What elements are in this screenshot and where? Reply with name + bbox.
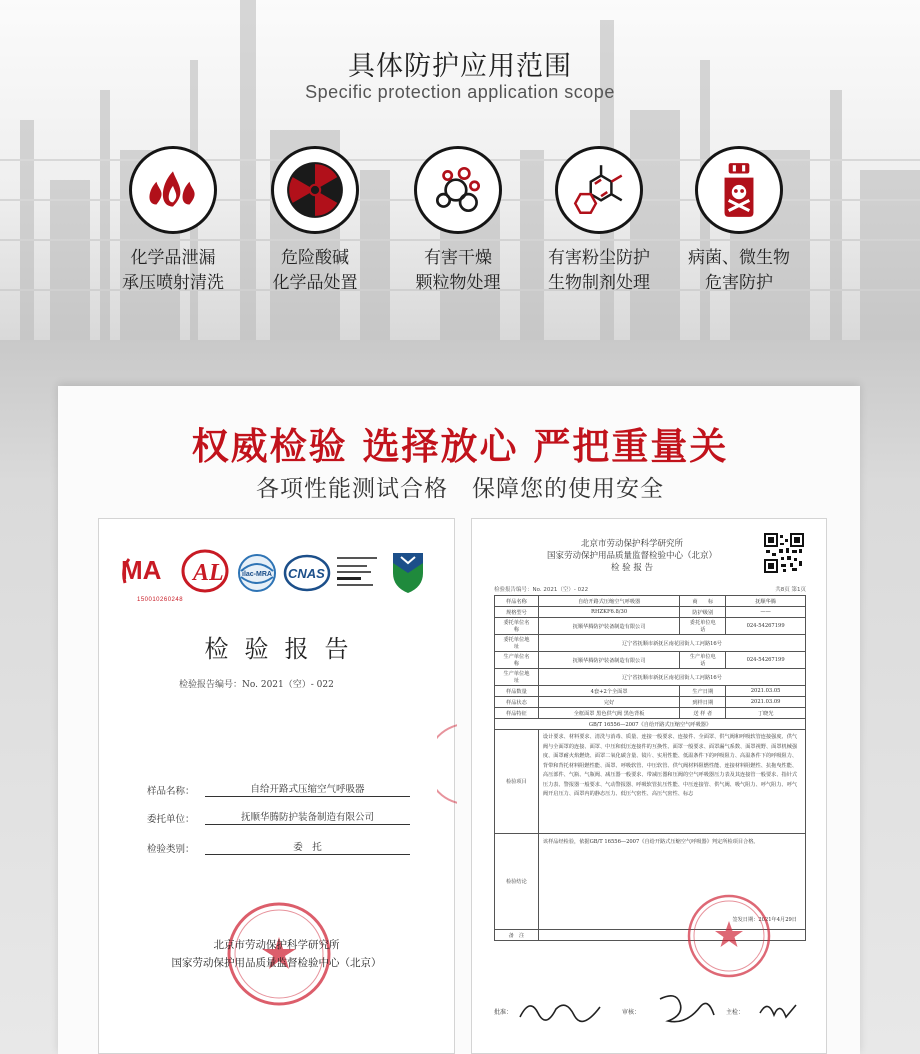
field-key: 样品名称： <box>147 786 195 797</box>
application-scope-section <box>0 0 920 340</box>
shield-logo-icon <box>391 549 425 593</box>
svg-text:CNAS: CNAS <box>288 566 325 581</box>
cal-logo-icon <box>179 549 231 597</box>
detail-meta <box>494 585 806 593</box>
official-seal-icon <box>224 899 334 1009</box>
category-dust-bio <box>524 146 674 296</box>
signature-area <box>494 989 806 1039</box>
category-label: 有害粉尘防护 生物制剂处理 <box>548 248 650 293</box>
approver-signature-icon <box>516 993 606 1027</box>
category-bacteria <box>664 146 814 296</box>
inspector-label: 主检： <box>726 1009 745 1016</box>
flame-drops-icon <box>129 146 217 234</box>
field-client <box>147 809 407 827</box>
category-label: 危险酸碱 化学品处置 <box>272 248 358 293</box>
svg-text:AL: AL <box>193 560 224 586</box>
field-value: 委 托 <box>205 839 410 855</box>
table-row: GB/T 16556—2007《自给开路式压缩空气呼吸器》 <box>495 719 806 730</box>
category-acid-alkali <box>240 146 390 296</box>
inspection-section <box>0 340 920 1054</box>
field-category <box>147 839 407 857</box>
issue-date: 签发日期：2021年4月29日 <box>732 917 797 923</box>
table-row: 生产单位地 址 辽宁省抚顺市新抚区南花园街人工河路16号 <box>495 669 806 686</box>
ilac-logo-icon <box>235 553 279 593</box>
category-label: 化学品泄漏 承压喷射清洗 <box>122 248 224 293</box>
table-row: 委托单位名 称 抚顺华腾防护装备制造有限公司 委托单位电 话 024-54267199 <box>495 618 806 635</box>
inspection-subline: 各项性能测试合格 保障您的使用安全 <box>256 476 664 502</box>
table-row: 检验项目 设计要求、材料要求、清洗与消毒、质量、连接一般要求、连接件、全面罩、供气阀和呼吸软管连接强度、供气阀与全面罩的连接、面罩、中压和低压连接件的互换性、面罩一般要求、面罩漏气系数、面罩视野、面罩机械强度、面罩耐火焰燃烧、面罩二氧化碳含量、镜片、实用性能、低温条件下的呼吸阻力、高温条件下的呼吸阻力、背带和背托材料阻燃性能、面罩、呼吸软管、中压软管、供气阀材料阻燃性能、连接材料阻燃性、抗拖曳性能、高压部件、气瓶、气瓶阀、减压器一般要求、带减压器和压阀的空气呼吸器压力表及其连接管一般要求、指针式压力表、警报器一般要求、气动警报器、呼吸软管抗压性能、中压连接管、供气阀、吸气阻力、呼气阻力、呼气阀开启压力、面罩内的静态压力、低压气密性、高压气密性、标志 <box>495 730 806 834</box>
approver-label: 批准： <box>494 1009 513 1016</box>
detail-seal-icon <box>684 891 774 981</box>
scope-subtitle: Specific protection application scope <box>305 82 615 102</box>
radiation-icon <box>271 146 359 234</box>
reviewer-label: 审核： <box>622 1009 641 1016</box>
report-cover-title: 检验报告 <box>204 635 365 663</box>
cover-org-center: 国家劳动保护用品质量监督检验中心（北京） <box>171 957 382 969</box>
scope-title: 具体防护应用范围 <box>348 51 572 82</box>
detail-header-center: 国家劳动保护用品质量监督检验中心（北京） <box>546 551 717 561</box>
field-sample-name <box>147 781 407 799</box>
table-row: 生产单位名 称 抚顺华腾防护装备制造有限公司 生产单位电 话 024-54267199 <box>495 652 806 669</box>
qr-code-icon <box>764 533 804 573</box>
field-key: 检验类别： <box>147 844 195 855</box>
report-detail-document <box>471 518 827 1054</box>
certification-logos <box>119 549 439 603</box>
molecule-icon <box>555 146 643 234</box>
cnas-logo-icon <box>283 553 331 593</box>
testing-mark-icon <box>337 551 381 595</box>
table-row: 检验结论 该样品经检验，依据GB/T 16556—2007《自给开路式压缩空气呼吸器》判定所检项目合格。 签发日期：2021年4月29日 <box>495 834 806 930</box>
category-label: 病菌、微生物 危害防护 <box>688 248 790 293</box>
report-cover-number: 检验报告编号：No. 2021（空）- 022 <box>179 680 334 690</box>
table-row: 委托单位地 址 辽宁省抚顺市新抚区南花园街人工河路16号 <box>495 635 806 652</box>
svg-text:MA: MA <box>121 555 162 585</box>
category-dry-particles <box>383 146 533 296</box>
reviewer-signature-icon <box>656 989 720 1029</box>
field-value: 自给开路式压缩空气呼吸器 <box>205 781 410 797</box>
detail-page-number: 共8页 第1页 <box>775 587 806 593</box>
field-value: 抚顺华腾防护装备制造有限公司 <box>205 809 410 825</box>
table-row: 备 注 <box>495 930 806 941</box>
category-label: 有害干燥 颗粒物处理 <box>415 248 501 293</box>
detail-header-institute: 北京市劳动保护科学研究所 <box>580 539 683 549</box>
table-row: 样品状态 完好 到样日期 2021.03.09 <box>495 697 806 708</box>
cma-code: 150010260248 <box>137 597 184 603</box>
svg-text:ilac-MRA: ilac-MRA <box>242 571 272 578</box>
conclusion-text: 该样品经检验，依据GB/T 16556—2007《自给开路式压缩空气呼吸器》判定所检项目合格。 <box>542 839 759 845</box>
poison-bottle-icon <box>695 146 783 234</box>
table-row: 样品数量 4套+2个全面罩 生产日期 2021.03.05 <box>495 686 806 697</box>
table-row: 样品特征 全框面罩 黑色供气阀 黑色背板 送 样 者 丁晓光 <box>495 708 806 719</box>
inspection-headline: 权威检验 选择放心 严把重量关 <box>191 425 729 468</box>
report-cover-document <box>98 518 455 1054</box>
table-row: 样品名称 自给开路式压缩空气呼吸器 商 标 抚顺华腾 <box>495 596 806 607</box>
detail-report-number: 检验报告编号：No. 2021（空）- 022 <box>494 587 589 593</box>
cma-logo-icon <box>119 549 171 597</box>
field-key: 委托单位： <box>147 814 195 825</box>
table-row: 规格型号 RHZKF6.8/30 防护级别 —— <box>495 607 806 618</box>
particles-icon <box>414 146 502 234</box>
detail-header-title: 检 验 报 告 <box>610 563 654 573</box>
inspector-signature-icon <box>756 995 800 1025</box>
edge-seal-icon <box>437 719 457 809</box>
category-chemical-leak <box>98 146 248 296</box>
cover-org-name: 北京市劳动保护科学研究所 <box>213 939 340 951</box>
inspection-table <box>494 595 806 941</box>
